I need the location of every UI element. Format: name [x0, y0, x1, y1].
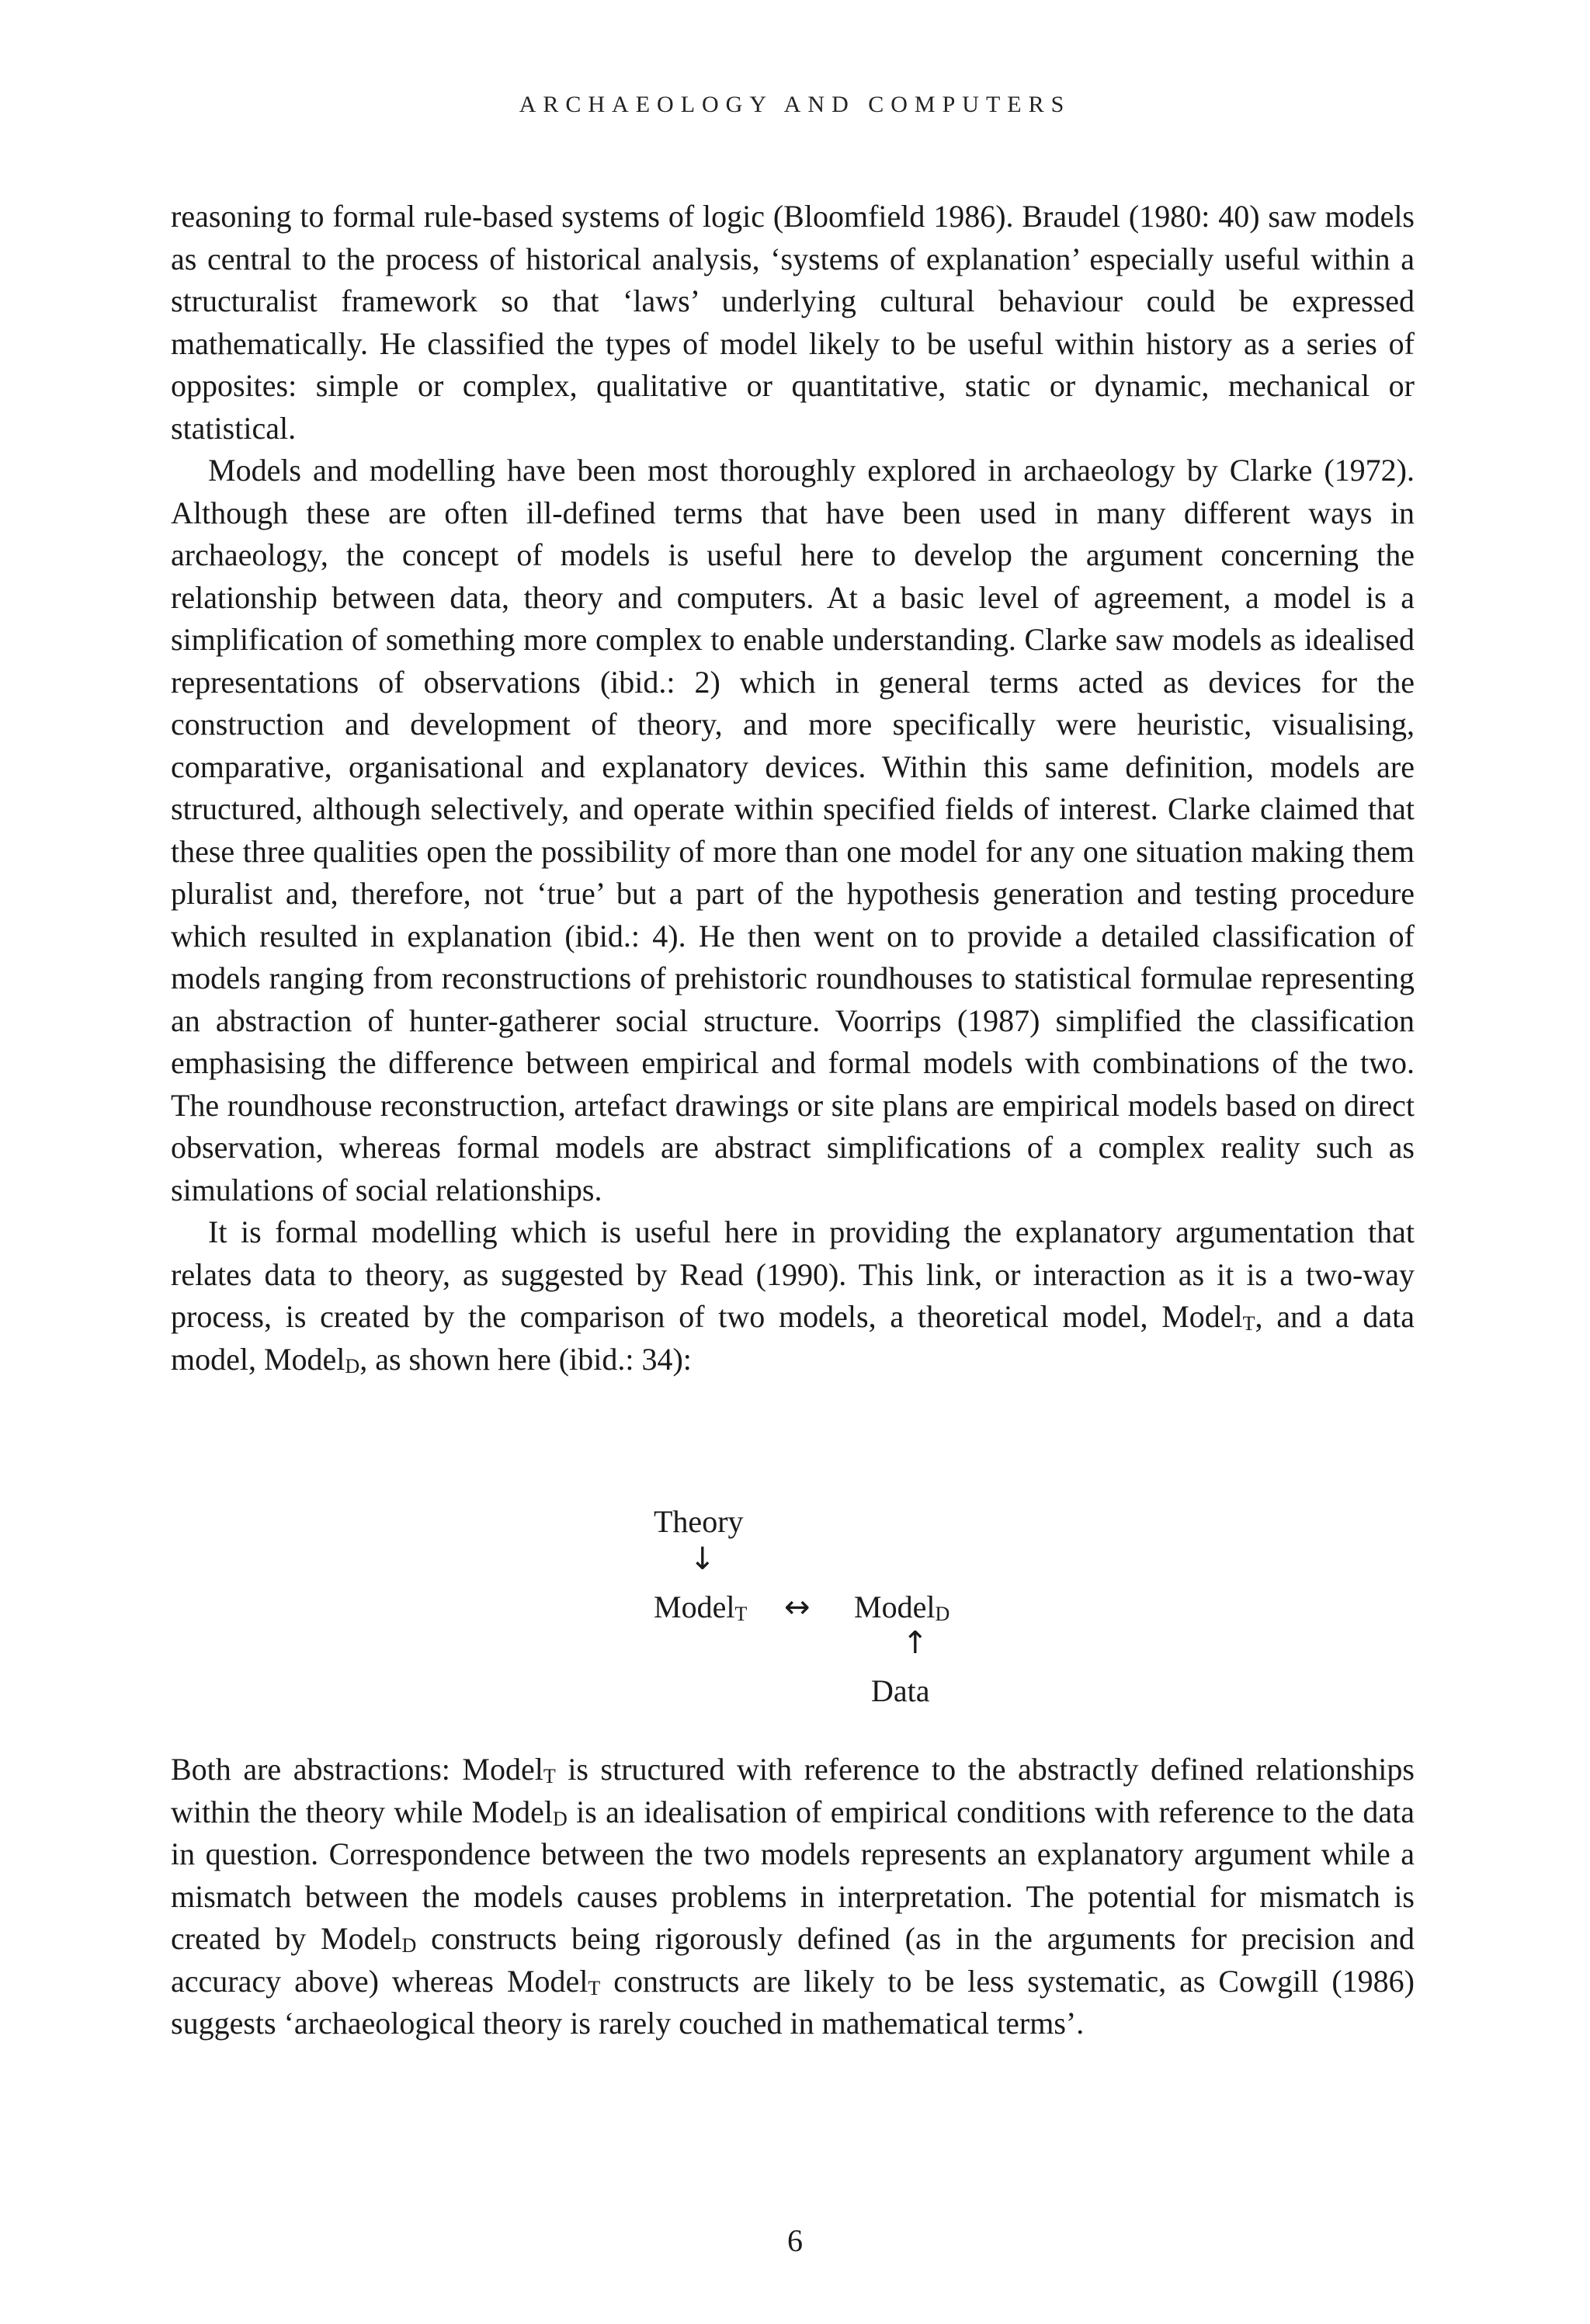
model-t-label: Model	[654, 1589, 735, 1624]
paragraph-4-part-1: Both are abstractions: Model	[171, 1752, 543, 1787]
diagram-data: Data	[871, 1673, 930, 1708]
running-head: ARCHAEOLOGY AND COMPUTERS	[519, 92, 1071, 117]
paragraph-4-part-5: constructs are likely to be less systematic, as Cowgill (1986) suggests ‘archaeological theory is rarely couched in mathematical terms’.	[171, 1963, 1415, 2041]
arrow-up-icon: ↑	[902, 1625, 929, 1661]
subscript-t: T	[543, 1765, 556, 1787]
page-number: 6	[787, 2223, 803, 2258]
model-t-subscript: T	[734, 1603, 748, 1625]
paragraph-4-part-2: is structured with reference to the abstractly defined relationships within the theory while Model	[171, 1752, 1415, 1829]
paragraph-4	[171, 1749, 1415, 2045]
paragraph-4-part-4: constructs being rigorously defined (as in the arguments for precision and accuracy above) whereas Model	[171, 1921, 1415, 1999]
diagram-model-t	[654, 1589, 748, 1625]
paragraph-3-part-3: , as shown here (ibid.: 34):	[359, 1341, 692, 1377]
paragraph-1: reasoning to formal rule-based systems of logic (Bloomfield 1986). Braudel (1980: 40) saw models as central to the process of historical analysis, ‘systems of explanation’ especially useful within a structuralist framework so that ‘laws’ underlying cultural behaviour could be expressed mathematically. He classified the types of model likely to be useful within history as a series of opposites: simple or complex, qualitative or quantitative, static or dynamic, mechanical or statistical.	[171, 199, 1415, 446]
subscript-t: T	[588, 1976, 601, 1999]
paragraph-2: Models and modelling have been most thoroughly explored in archaeology by Clarke (1972). Although these are often ill-defined terms that have been used in many different ways in archaeology, the concept of models is useful here to develop the argument concerning the relationship between data, theory and computers. At a basic level of agreement, a model is a simplification of something more complex to enable understanding. Clarke saw models as idealised representations of observations (ibid.: 2) which in general terms acted as devices for the construction and development of theory, and more specifically were heuristic, visualising, comparative, organisational and explanatory devices. Within this same definition, models are structured, although selectively, and operate within specified fields of interest. Clarke claimed that these three qualities open the possibility of more than one model for any one situation making them pluralist and, therefore, not ‘true’ but a part of the hypothesis generation and testing procedure which resulted in explanation (ibid.: 4). He then went on to provide a detailed classification of models ranging from reconstructions of prehistoric roundhouses to statistical formulae representing an abstraction of hunter-gatherer social structure. Voorrips (1987) simplified the classification emphasising the difference between empirical and formal models with combinations of the two. The roundhouse reconstruction, artefact drawings or site plans are empirical models based on direct observation, whereas formal models are abstract simplifications of a complex reality such as simulations of social relationships.	[171, 453, 1415, 1207]
model-d-label: Model	[854, 1589, 936, 1624]
paragraph-3-part-1: It is formal modelling which is useful here in providing the explanatory argumentation that relates data to theory, as suggested by Read (1990). This link, or interaction as it is a two-way process, is created by the comparison of two models, a theoretical model, Model	[171, 1214, 1415, 1334]
subscript-t: T	[1242, 1312, 1255, 1335]
subscript-d: D	[345, 1354, 360, 1377]
arrow-down-icon: ↓	[689, 1541, 716, 1577]
arrow-both-icon: ↔	[784, 1589, 811, 1625]
paragraph-4-part-3: is an idealisation of empirical conditions with reference to the data in question. Correspondence between the two models represents an explanatory argument while a mismatch between the models causes problems in interpretation. The potential for mismatch is created by Model	[171, 1794, 1415, 1956]
diagram-theory: Theory	[654, 1504, 744, 1539]
subscript-d: D	[553, 1807, 568, 1830]
model-d-subscript: D	[935, 1603, 950, 1625]
diagram-model-d	[854, 1589, 950, 1625]
subscript-d: D	[401, 1934, 417, 1957]
paragraph-3-part-2: , and a data model, Model	[171, 1299, 1415, 1377]
body-text-bottom	[171, 1749, 1415, 2045]
